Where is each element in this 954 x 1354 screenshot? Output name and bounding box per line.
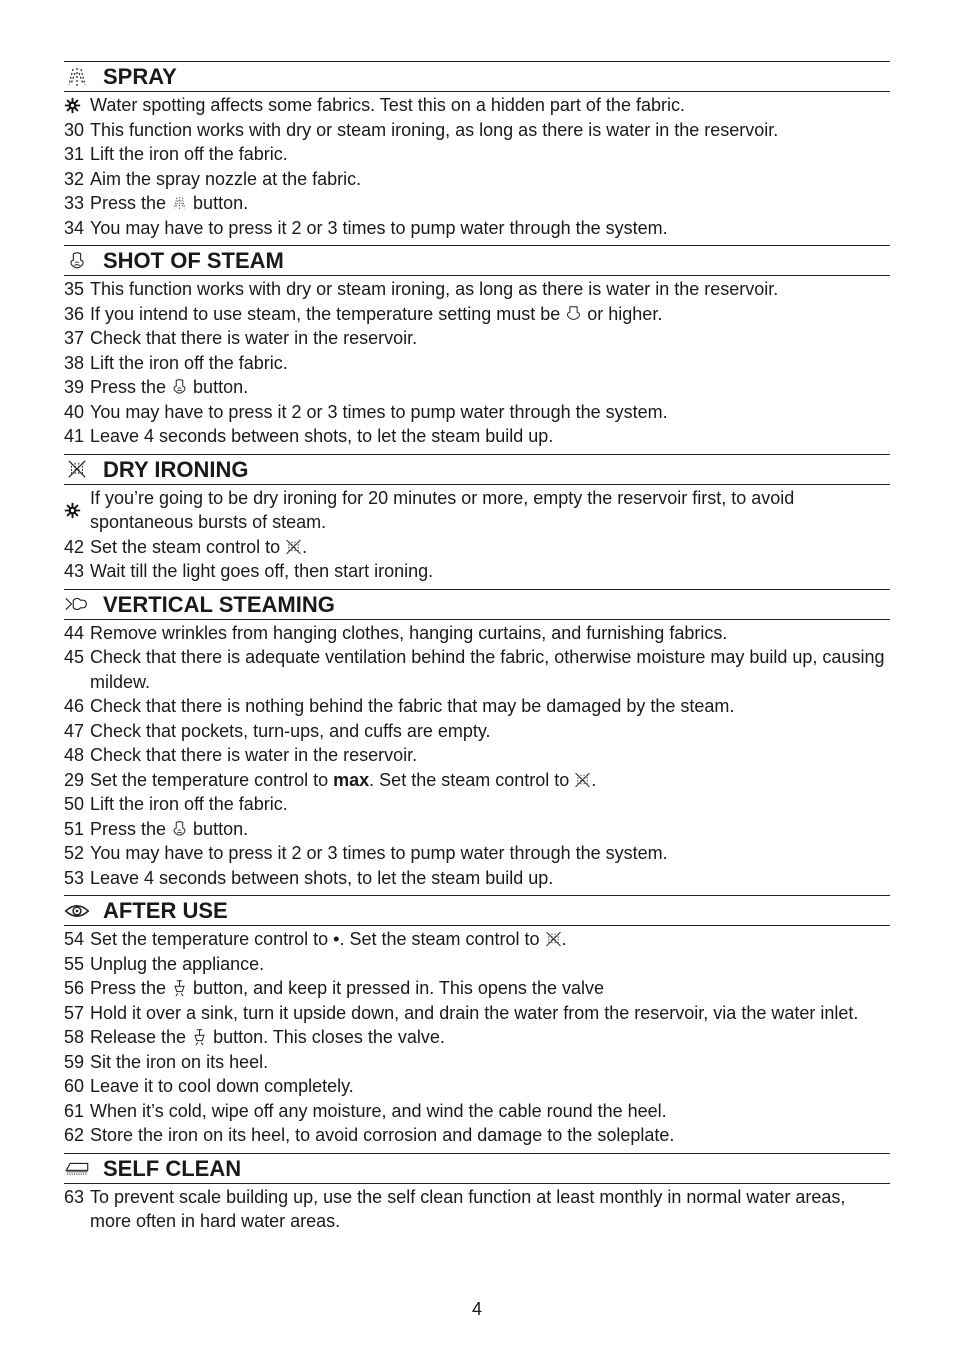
list-item: 52 You may have to press it 2 or 3 times to pump water through the system. (64, 843, 668, 863)
spray-icon (171, 194, 188, 212)
list-item: 31 Lift the iron off the fabric. (64, 144, 288, 164)
shot-of-steam-icon (171, 820, 188, 838)
section-shot-list (64, 277, 890, 449)
list-item: 55 Unplug the appliance. (64, 953, 265, 974)
section-after-header (64, 895, 890, 926)
vertical-steam-icon (64, 593, 96, 615)
section-title: SPRAY (103, 64, 177, 89)
no-steam-icon (574, 771, 591, 789)
list-item: 38 Lift the iron off the fabric. (64, 352, 288, 373)
list-item: 45 Check that there is adequate ventilation behind the fabric, otherwise moisture may build up, causing mildew. (64, 647, 885, 692)
no-steam-icon (545, 930, 562, 948)
spray-icon (64, 66, 96, 88)
list-item: 30 This function works with dry or steam ironing, as long as there is water in the reservoir. (64, 119, 779, 140)
no-steam-icon (64, 458, 96, 480)
section-title: VERTICAL STEAMING (103, 591, 335, 617)
list-item: 32 Aim the spray nozzle at the fabric. (64, 168, 362, 189)
list-item: 42 Set the steam control to . (64, 536, 308, 557)
list-item: 35 This function works with dry or steam ironing, as long as there is water in the reservoir. (64, 279, 779, 299)
list-item: 51 Press the button. (64, 818, 249, 839)
list-item: 47 Check that pockets, turn-ups, and cuffs are empty. (64, 720, 491, 741)
section-shot-header (64, 245, 890, 276)
manual-page (64, 61, 890, 1234)
list-item: 60 Leave it to cool down completely. (64, 1076, 354, 1096)
shot-of-steam-icon (64, 250, 96, 272)
section-title: SELF CLEAN (103, 1155, 242, 1181)
eye-icon (64, 900, 96, 922)
list-item: 63 To prevent scale building up, use the self clean function at least monthly in normal water areas, more often in hard water areas. (64, 1186, 846, 1231)
list-item: 58 Release the button. This closes the valve. (64, 1027, 445, 1047)
section-vertical-header (64, 589, 890, 620)
list-item: 44 Remove wrinkles from hanging clothes, hanging curtains, and furnishing fabrics. (64, 622, 728, 643)
list-item: 33 Press the button. (64, 193, 249, 213)
section-title: SHOT OF STEAM (103, 248, 284, 273)
section-after-list (64, 927, 890, 1148)
list-item: 61 When it’s cold, wipe off any moisture, and wind the cable round the heel. (64, 1100, 667, 1121)
section-vertical-list (64, 621, 890, 891)
list-item: 57 Hold it over a sink, turn it upside down, and drain the water from the reservoir, via the water inlet. (64, 1002, 859, 1023)
list-item: 43 Wait till the light goes off, then start ironing. (64, 561, 434, 581)
list-item: 53 Leave 4 seconds between shots, to let the steam build up. (64, 867, 554, 888)
list-item: 56 Press the button, and keep it pressed in. This opens the valve (64, 978, 604, 998)
list-item: 59 Sit the iron on its heel. (64, 1051, 269, 1072)
page-number: 4 (471, 1299, 482, 1319)
list-item: 50 Lift the iron off the fabric. (64, 794, 288, 814)
section-spray-list (64, 93, 890, 240)
list-item: 36 If you intend to use steam, the temperature setting must be or higher. (64, 303, 663, 324)
list-item: 46 Check that there is nothing behind the fabric that may be damaged by the steam. (64, 696, 735, 716)
section-spray-header (64, 61, 890, 92)
warning-icon (64, 93, 90, 118)
no-steam-icon (285, 538, 302, 556)
shot-of-steam-icon (171, 378, 188, 396)
section-self-list (64, 1185, 890, 1234)
list-item: 48 Check that there is water in the reservoir. (64, 745, 418, 765)
list-item: Water spotting affects some fabrics. Test this on a hidden part of the fabric. (64, 93, 890, 118)
list-item: 40 You may have to press it 2 or 3 times to pump water through the system. (64, 401, 668, 422)
section-title: AFTER USE (103, 898, 228, 923)
list-item: 37 Check that there is water in the reservoir. (64, 328, 418, 348)
list-item: 54 Set the temperature control to •. Set the steam control to . (64, 929, 567, 949)
drain-valve-icon (191, 1028, 208, 1046)
list-item: If you’re going to be dry ironing for 20 minutes or more, empty the reservoir first, to avoid spontaneous bursts of steam. (64, 486, 890, 535)
list-item: 34 You may have to press it 2 or 3 times to pump water through the system. (64, 217, 668, 238)
temperature-icon (565, 305, 582, 323)
section-title: DRY IRONING (103, 456, 249, 482)
section-dry-list (64, 486, 890, 584)
list-item: 62 Store the iron on its heel, to avoid corrosion and damage to the soleplate. (64, 1125, 675, 1145)
list-item: 39 Press the button. (64, 377, 249, 397)
dot-symbol: • (333, 929, 340, 949)
section-dry-header (64, 454, 890, 485)
warning-icon (64, 486, 90, 535)
self-clean-icon (64, 1157, 96, 1179)
list-item: 29 Set the temperature control to max. Set the steam control to . (64, 769, 597, 790)
list-item: 41 Leave 4 seconds between shots, to let the steam build up. (64, 426, 554, 446)
drain-valve-icon (171, 979, 188, 997)
section-self-header (64, 1153, 890, 1184)
